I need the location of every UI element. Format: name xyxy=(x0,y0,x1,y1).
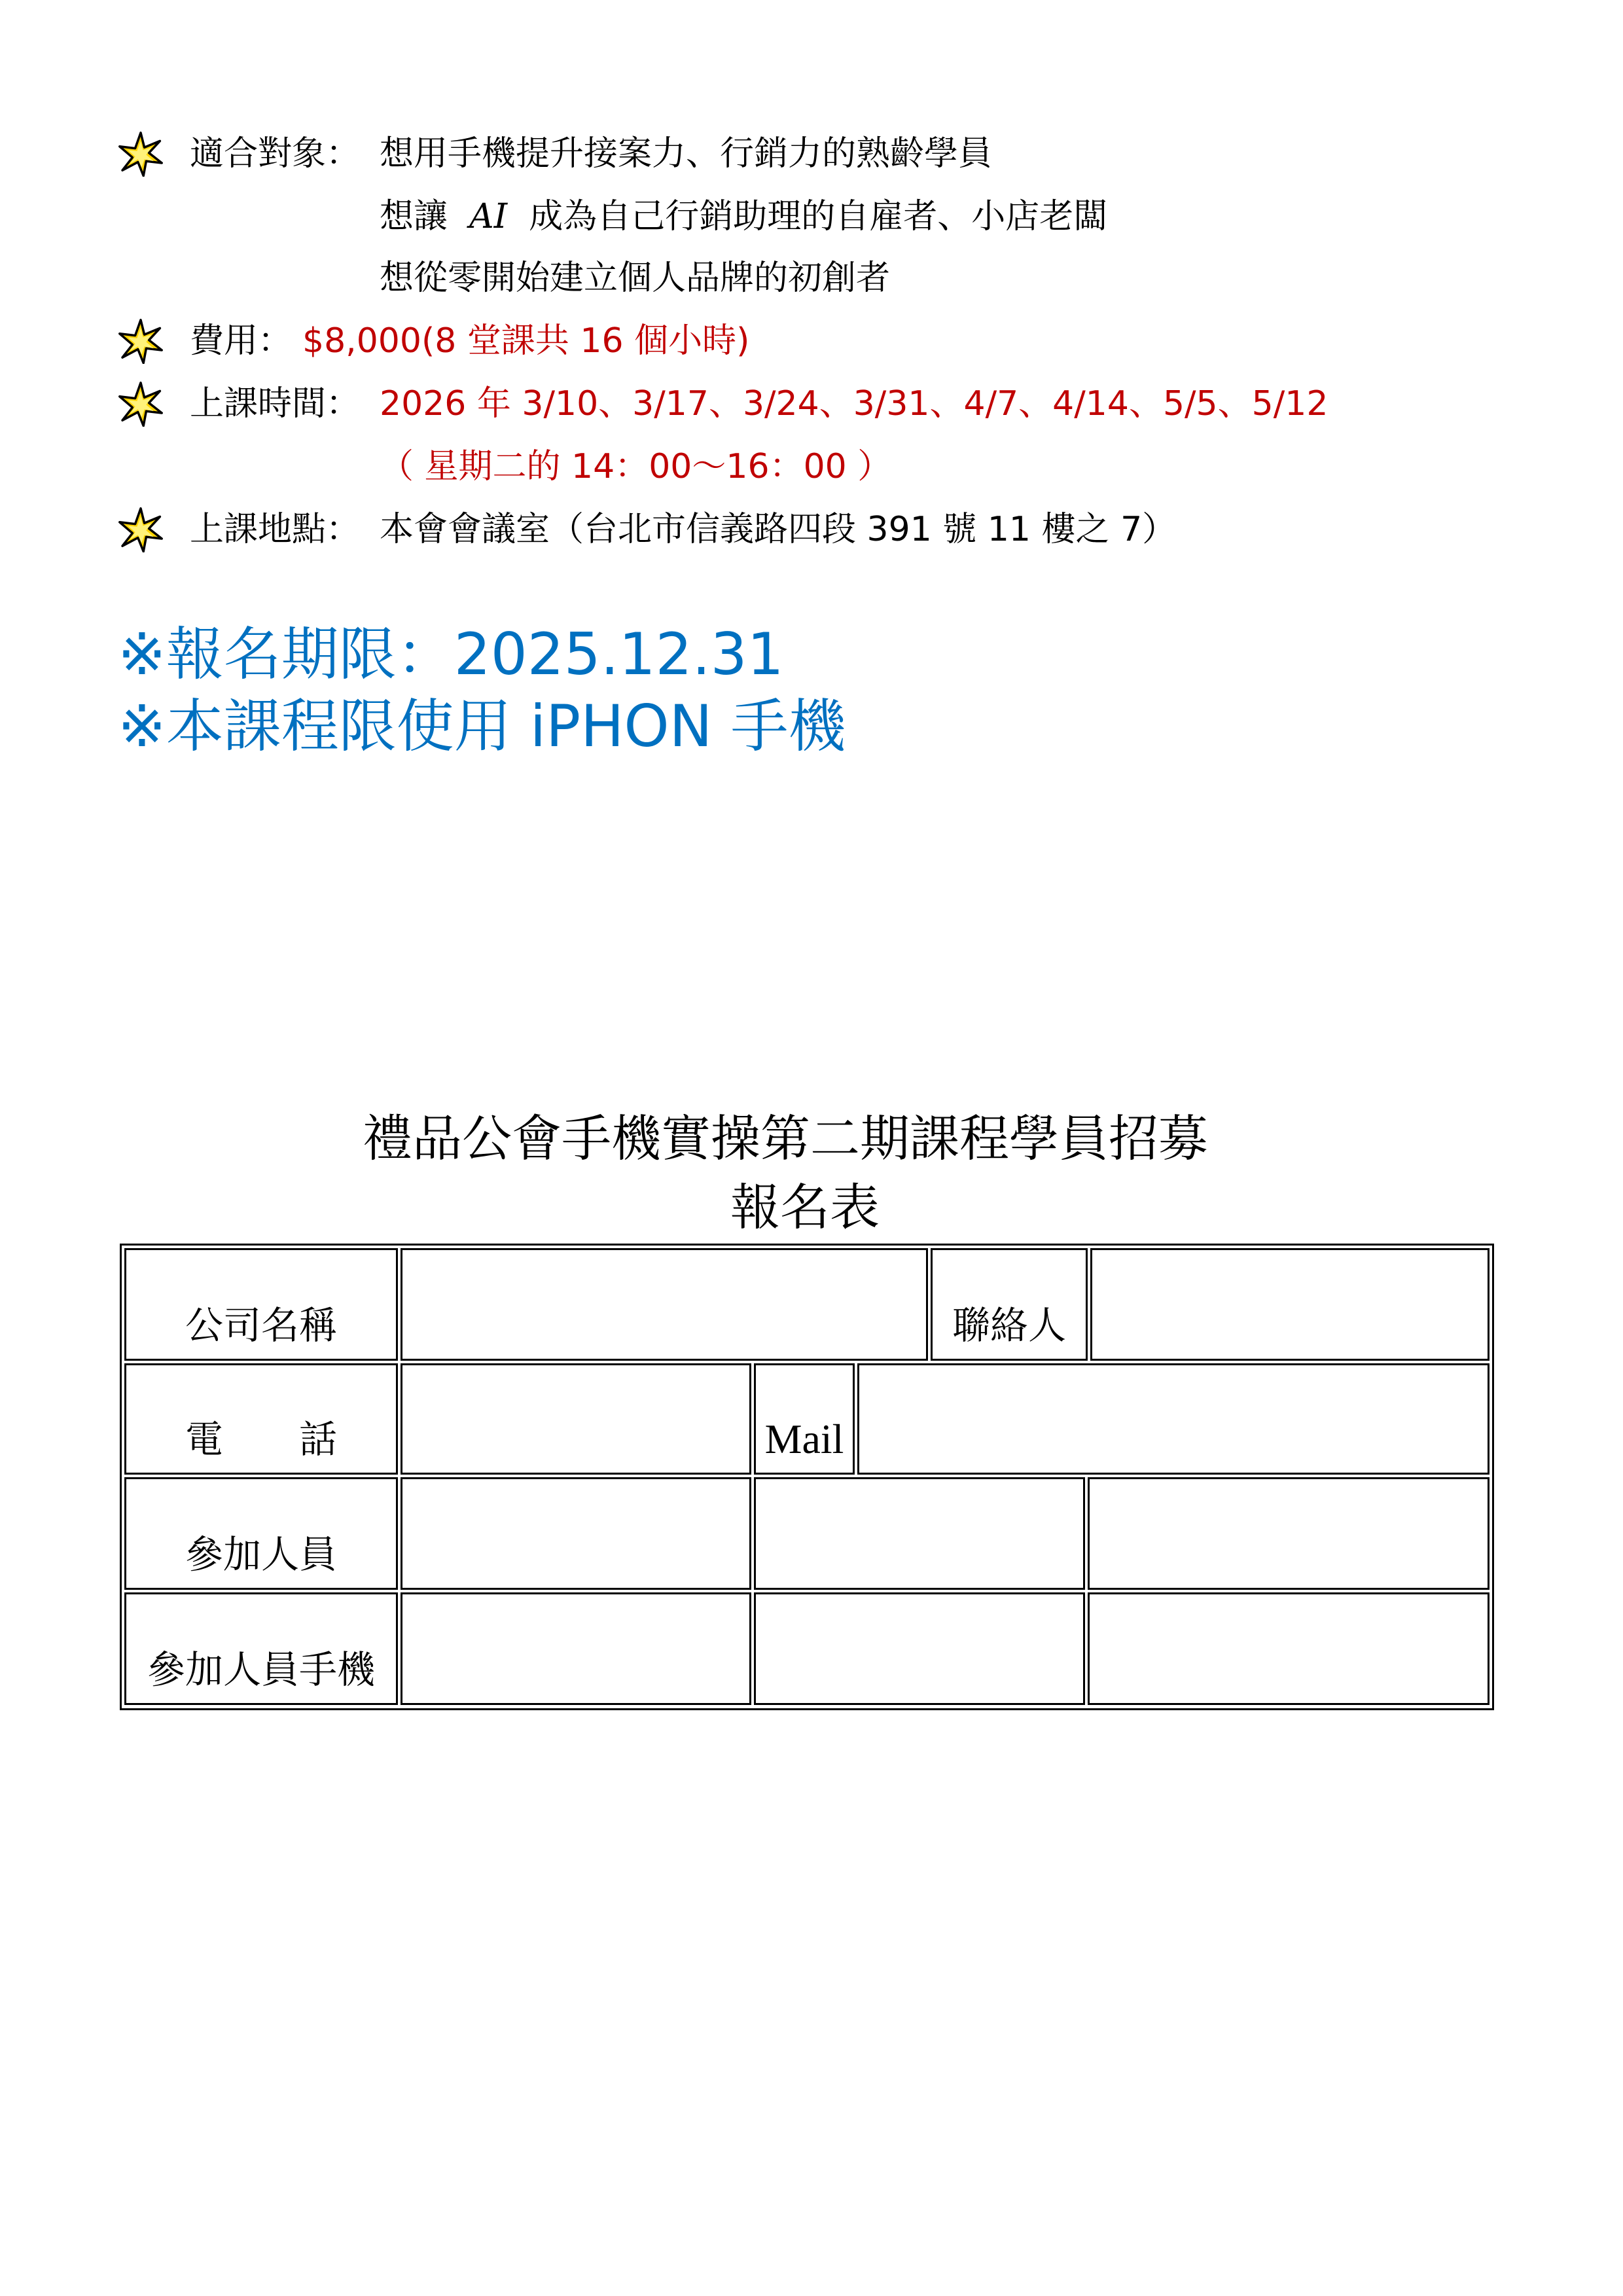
star-icon xyxy=(118,318,164,364)
time-label: 上課時間： xyxy=(190,384,361,423)
location-label: 上課地點： xyxy=(190,510,361,549)
audience-line-1: 想用手機提升接案力、行銷力的熟齡學員 xyxy=(380,134,993,173)
contact-label-cell xyxy=(931,1248,1088,1361)
participants-label: 參加人員 xyxy=(185,1532,337,1577)
participant-phone-input-cell-2[interactable] xyxy=(754,1592,1085,1705)
participant-input-cell-1[interactable] xyxy=(401,1477,751,1590)
deadline-notice: ※報名期限：2025.12.31 xyxy=(118,620,784,688)
time-value-2: （ 星期二的 14：00～16：00 ） xyxy=(380,447,892,486)
fee-label: 費用： xyxy=(190,321,293,361)
location-value: 本會會議室（台北市信義路四段 391 號 11 樓之 7） xyxy=(380,510,1177,549)
audience-line-3: 想從零開始建立個人品牌的初創者 xyxy=(380,259,891,298)
phone-label-cell xyxy=(124,1363,398,1475)
company-label: 公司名稱 xyxy=(185,1303,337,1348)
mail-label: Mail xyxy=(764,1416,844,1462)
iphone-notice: ※本課程限使用 iPHON 手機 xyxy=(118,692,846,760)
mail-label-cell xyxy=(754,1363,855,1475)
participant-phone-label-cell xyxy=(124,1592,398,1705)
participant-input-cell-2[interactable] xyxy=(754,1477,1085,1590)
ai-text: AI xyxy=(469,197,508,236)
form-subtitle: 報名表 xyxy=(730,1178,880,1236)
participant-phone-input-cell-3[interactable] xyxy=(1088,1592,1489,1705)
phone-input-cell[interactable] xyxy=(401,1363,751,1475)
phone-label: 電 話 xyxy=(185,1417,337,1462)
contact-label: 聯絡人 xyxy=(952,1303,1066,1348)
time-value: 2026 年 3/10、3/17、3/24、3/31、4/7、4/14、5/5、5/12 xyxy=(380,384,1329,423)
contact-input-cell[interactable] xyxy=(1090,1248,1489,1361)
form-title: 禮品公會手機實操第二期課程學員招募 xyxy=(363,1109,1208,1168)
company-label-cell xyxy=(124,1248,398,1361)
registration-table xyxy=(120,1244,1494,1710)
participant-input-cell-3[interactable] xyxy=(1088,1477,1489,1590)
audience-line-2: 想讓 AI 成為自己行銷助理的自雇者、小店老闆 xyxy=(380,197,1108,236)
fee-value: $8,000(8 堂課共 16 個小時) xyxy=(302,321,750,361)
company-input-cell[interactable] xyxy=(401,1248,928,1361)
audience-label: 適合對象： xyxy=(190,134,361,173)
mail-input-cell[interactable] xyxy=(857,1363,1489,1475)
star-icon xyxy=(118,507,164,552)
star-icon xyxy=(118,381,164,427)
participants-label-cell xyxy=(124,1477,398,1590)
participant-phone-input-cell-1[interactable] xyxy=(401,1592,751,1705)
star-icon xyxy=(118,131,164,177)
participant-phone-label: 參加人員手機 xyxy=(147,1647,375,1692)
